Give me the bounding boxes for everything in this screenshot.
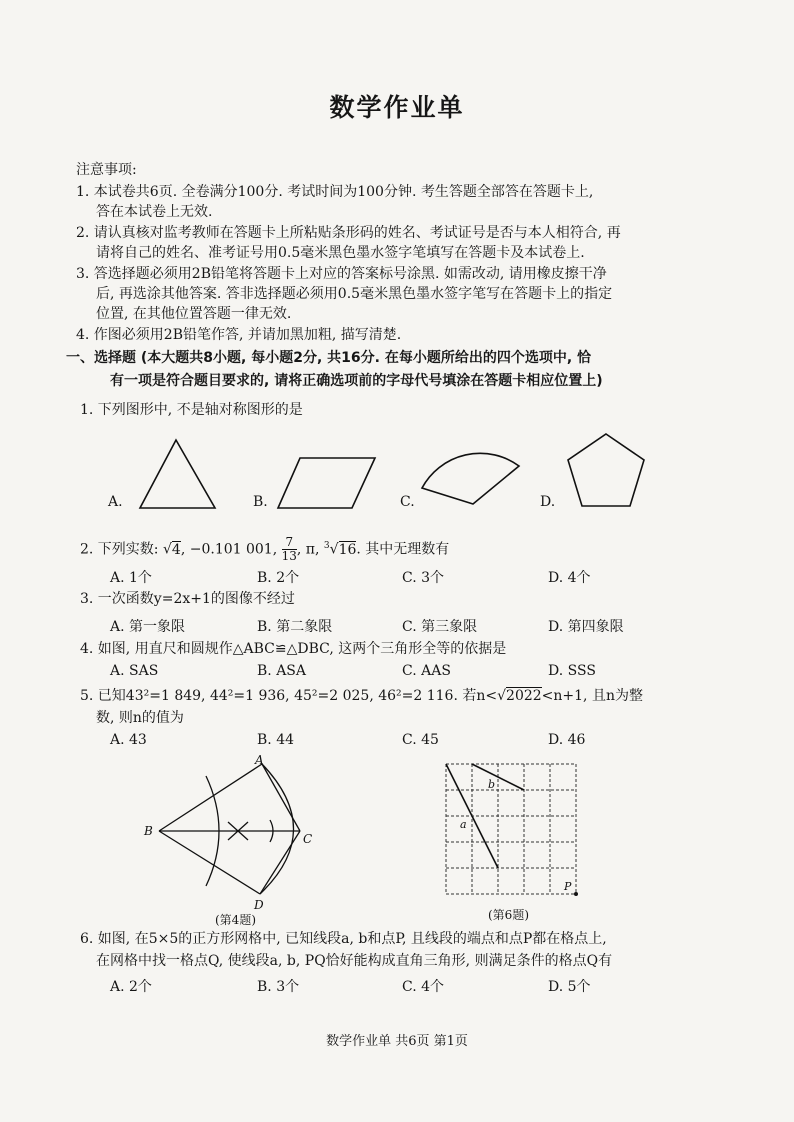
q1-stem: 1. 下列图形中, 不是轴对称图形的是 [80,402,303,418]
notice-item-2-line-2: 请将自己的姓名、准考证号用0.5毫米黑色墨水签字笔填写在答题卡及本试卷上. [96,245,585,261]
q4-option-a: A. SAS [110,663,159,679]
segment-dc [260,831,300,894]
q4-figure-caption: (第4题) [215,913,256,927]
q5-option-d: D. 46 [548,732,586,748]
q4-option-b: B. ASA [257,663,306,679]
notice-item-4: 4. 作图必须用2B铅笔作答, 并请加黑加粗, 描写清楚. [76,327,402,343]
point-p [574,892,578,896]
q5-sqrt-radicand: 2022 [506,688,542,704]
q2-stem-prefix: 2. 下列实数: [80,541,163,558]
q5-stem-part-2: <n+1, 且n为整 [541,688,643,704]
q5-stem-line-1 [80,686,643,706]
q6-option-b: B. 3个 [257,979,300,995]
q1-option-d-label: D. [540,494,556,510]
segment-ac [262,764,300,831]
sqrt-symbol: √ [497,688,507,704]
q5-stem-line-2: 数, 则n的值为 [96,710,184,726]
label-d: D [254,898,264,910]
notice-heading: 注意事项: [76,162,137,178]
notice-item-2-line-1: 2. 请认真核对监考教师在答题卡上所粘贴条形码的姓名、考试证号是否与本人相符合, 再 [76,225,621,241]
page-title: 数学作业单 [329,93,465,122]
segment-bd [159,831,260,894]
q2-fraction [282,536,297,563]
q6-grid-figure [438,758,588,903]
label-p: P [564,880,572,893]
notice-item-1-line-1: 1. 本试卷共6页. 全卷满分100分. 考试时间为100分钟. 考生答题全部答在答题卡上, [76,184,594,200]
q3-option-d: D. 第四象限 [548,619,624,635]
q6-option-d: D. 5个 [548,979,591,995]
sqrt-symbol: √ [162,541,172,558]
q5-stem-part-1: 5. 已知43²=1 849, 44²=1 936, 45²=2 025, 46²=2 116. 若n< [80,688,498,704]
q4-option-c: C. AAS [402,663,451,679]
q2-option-c: C. 3个 [402,570,445,586]
q2-option-b: B. 2个 [257,570,300,586]
segment-ba [159,764,262,831]
notice-item-3-line-1: 3. 答选择题必须用2B铅笔将答题卡上对应的答案标号涂黑. 如需改动, 请用橡皮擦干净 [76,266,607,282]
arc-center-b [260,764,294,894]
q6-figure-caption: (第6题) [488,908,529,922]
label-b: b [488,778,496,791]
q1-parallelogram-shape [278,458,375,508]
q2-stem-suffix: . 其中无理数有 [356,541,450,558]
q3-option-c: C. 第三象限 [402,619,478,635]
q6-stem-line-1: 6. 如图, 在5×5的正方形网格中, 已知线段a, b和点P, 且线段的端点和点P都在格点上, [80,931,607,947]
section-1-heading-line-2: 有一项是符合题目要求的, 请将正确选项前的字母代号填涂在答题卡相应位置上) [110,373,603,389]
label-a: a [460,818,467,831]
notice-item-1-line-2: 答在本试卷上无效. [96,204,213,220]
q2-cube-root-radicand: 16 [338,541,357,558]
label-a: A [255,753,264,767]
q1-option-c-label: C. [400,494,415,510]
q3-option-b: B. 第二象限 [257,619,333,635]
q2-fraction-denominator: 13 [281,549,297,564]
q1-triangle-shape [140,440,215,508]
q4-option-d: D. SSS [548,663,596,679]
notice-item-3-line-2: 后, 再选涂其他答案. 答非选择题必须用0.5毫米黑色墨水签字笔写在答题卡上的指定 [96,286,613,302]
q6-option-c: C. 4个 [402,979,445,995]
q2-sqrt-radicand: 4 [171,541,181,558]
q2-option-d: D. 4个 [548,570,591,586]
q1-option-a-label: A. [108,494,123,510]
q6-stem-line-2: 在网格中找一格点Q, 使线段a, b, PQ恰好能构成直角三角形, 则满足条件的格点Q有 [96,953,613,969]
cube-root-symbol: √ [329,541,339,558]
q5-option-c: C. 45 [402,732,439,748]
q3-option-a: A. 第一象限 [110,619,186,635]
q2-stem [80,536,449,563]
q2-number-2: , −0.101 001, [180,541,282,558]
q5-option-a: A. 43 [110,732,147,748]
q5-option-b: B. 44 [257,732,295,748]
page-footer: 数学作业单 共6页 第1页 [326,1034,468,1049]
q6-option-a: A. 2个 [110,979,152,995]
q1-option-b-label: B. [253,494,268,510]
q2-fraction-numerator: 7 [282,536,297,550]
q1-sector-shape [422,453,519,504]
label-b: B [144,824,153,838]
q2-cube-root-index: 3 [323,541,330,551]
notice-item-3-line-3: 位置, 在其他位置答题一律无效. [96,306,292,322]
section-1-heading-line-1: 一、选择题 (本大题共8小题, 每小题2分, 共16分. 在每小题所给出的四个选项中, 恰 [66,350,592,366]
q4-figure [140,752,340,910]
q4-stem: 4. 如图, 用直尺和圆规作△ABC≌△DBC, 这两个三角形全等的依据是 [80,641,507,657]
label-c: C [303,832,313,846]
q2-pi: , π, [296,541,324,558]
q3-stem: 3. 一次函数y=2x+1的图像不经过 [80,591,295,607]
q1-pentagon-shape [568,434,644,506]
q2-option-a: A. 1个 [110,570,152,586]
